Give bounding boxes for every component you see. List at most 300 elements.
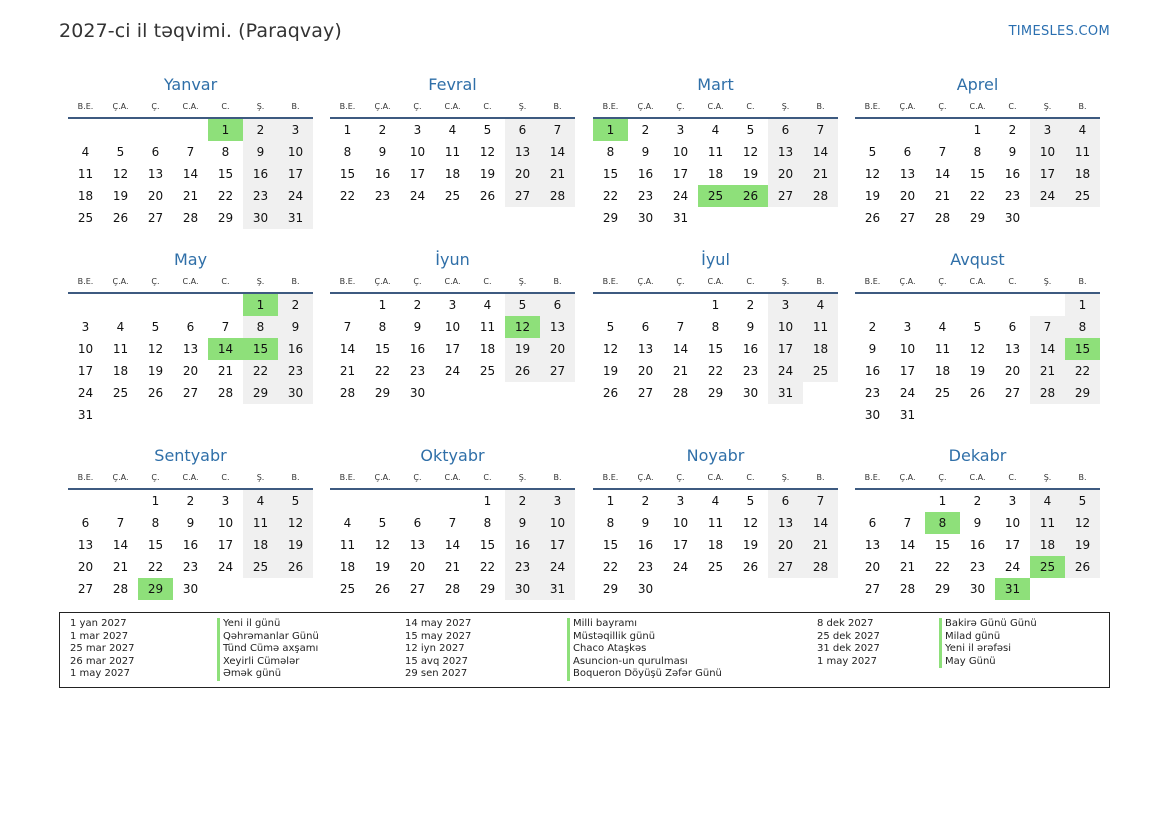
week-row <box>68 316 313 338</box>
day-cell: 17 <box>899 364 916 378</box>
day-cell: 22 <box>602 560 619 574</box>
weekday-label: B. <box>553 473 562 482</box>
day-cell: 8 <box>925 512 960 534</box>
weekday-label: C.A. <box>707 277 724 286</box>
week-row <box>593 119 838 141</box>
month-8 <box>855 249 1100 426</box>
day-cell: 8 <box>606 145 615 159</box>
holiday-names-col-3 <box>939 618 1037 668</box>
weekday-label: C. <box>1008 277 1017 286</box>
holiday-date: 1 mar 2027 <box>70 630 129 642</box>
day-cell: 17 <box>409 167 426 181</box>
week-row <box>855 360 1100 382</box>
weekday-label: B.E. <box>77 473 94 482</box>
day-cell: 11 <box>934 342 951 356</box>
day-cell: 26 <box>864 211 881 225</box>
day-cell: 20 <box>147 189 164 203</box>
day-cell: 27 <box>147 211 164 225</box>
day-cell: 20 <box>637 364 654 378</box>
day-cell: 19 <box>742 538 759 552</box>
day-cell: 10 <box>540 512 575 534</box>
day-cell: 4 <box>1030 490 1065 512</box>
day-cell: 22 <box>374 364 391 378</box>
week-row <box>330 534 575 556</box>
week-row <box>855 316 1100 338</box>
week-row <box>68 490 313 512</box>
weekday-label: C. <box>746 277 755 286</box>
day-cell: 25 <box>479 364 496 378</box>
day-cell: 15 <box>707 342 724 356</box>
week-row <box>330 556 575 578</box>
day-cell: 27 <box>409 582 426 596</box>
day-cell: 1 <box>938 494 947 508</box>
weekday-label: C.A. <box>444 277 461 286</box>
day-cell: 17 <box>77 364 94 378</box>
day-cell: 2 <box>868 320 877 334</box>
month-name: Oktyabr <box>420 446 485 465</box>
empty-cell <box>768 207 803 229</box>
day-cell: 17 <box>217 538 234 552</box>
week-row <box>330 578 575 600</box>
week-row <box>68 382 313 404</box>
empty-cell <box>960 294 995 316</box>
empty-cell <box>505 382 540 404</box>
empty-cell <box>173 119 208 141</box>
weekday-label: C. <box>483 277 492 286</box>
week-row <box>855 185 1100 207</box>
week-row <box>855 490 1100 512</box>
empty-cell <box>1030 404 1065 426</box>
day-cell: 12 <box>742 516 759 530</box>
day-cell: 28 <box>112 582 129 596</box>
day-cell: 20 <box>864 560 881 574</box>
holiday-date: 25 dek 2027 <box>817 630 880 642</box>
empty-cell <box>663 578 698 600</box>
day-cell: 29 <box>217 211 234 225</box>
weekday-label: B.E. <box>339 473 356 482</box>
week-row <box>593 163 838 185</box>
empty-cell <box>890 119 925 141</box>
day-cell: 27 <box>77 582 94 596</box>
day-cell: 6 <box>1008 320 1017 334</box>
day-cell: 24 <box>768 360 803 382</box>
day-cell: 12 <box>374 538 391 552</box>
weekday-label: Ş. <box>518 473 527 482</box>
day-cell: 7 <box>803 490 838 512</box>
holiday-name: Yeni il günü <box>217 618 319 631</box>
day-cell: 7 <box>1030 316 1065 338</box>
day-cell: 8 <box>243 316 278 338</box>
day-cell: 11 <box>707 516 724 530</box>
weekday-label: C.A. <box>444 102 461 111</box>
week-row <box>330 490 575 512</box>
day-cell: 15 <box>479 538 496 552</box>
weekday-header <box>855 100 1100 114</box>
day-cell: 27 <box>864 582 881 596</box>
holiday-date: 26 mar 2027 <box>70 655 135 667</box>
holiday-name: Asuncion-un qurulması <box>567 656 722 669</box>
week-row <box>330 294 575 316</box>
empty-cell <box>278 578 313 600</box>
month-2 <box>330 74 575 207</box>
day-cell: 23 <box>1004 189 1021 203</box>
day-cell: 21 <box>803 534 838 556</box>
holiday-date: 15 may 2027 <box>405 630 472 642</box>
day-cell: 3 <box>1030 119 1065 141</box>
weekday-label: C. <box>221 277 230 286</box>
weekday-header <box>330 471 575 485</box>
holiday-name: Bakirə Günü Günü <box>939 618 1037 631</box>
day-cell: 6 <box>641 320 650 334</box>
day-cell: 18 <box>243 534 278 556</box>
day-cell: 4 <box>1065 119 1100 141</box>
day-cell: 15 <box>1065 338 1100 360</box>
weekday-label: B.E. <box>602 473 619 482</box>
day-cell: 15 <box>934 538 951 552</box>
day-cell: 18 <box>77 189 94 203</box>
day-cell: 26 <box>742 560 759 574</box>
day-cell: 9 <box>641 145 650 159</box>
weekday-label: Ş. <box>256 473 265 482</box>
day-cell: 30 <box>637 211 654 225</box>
day-cell: 14 <box>208 338 243 360</box>
day-cell: 10 <box>278 141 313 163</box>
day-cell: 8 <box>973 145 982 159</box>
day-cell: 21 <box>217 364 234 378</box>
day-cell: 14 <box>803 512 838 534</box>
day-cell: 28 <box>672 386 689 400</box>
day-cell: 16 <box>637 167 654 181</box>
day-cell: 20 <box>540 338 575 360</box>
day-cell: 29 <box>243 382 278 404</box>
week-row <box>330 338 575 360</box>
day-cell: 9 <box>1008 145 1017 159</box>
month-10 <box>330 445 575 600</box>
day-cell: 4 <box>483 298 492 312</box>
day-cell: 27 <box>768 185 803 207</box>
day-cell: 10 <box>217 516 234 530</box>
day-cell: 23 <box>505 556 540 578</box>
day-cell: 17 <box>540 534 575 556</box>
day-cell: 30 <box>864 408 881 422</box>
week-row <box>68 534 313 556</box>
holiday-name: May Günü <box>939 656 1037 669</box>
day-cell: 13 <box>768 141 803 163</box>
day-cell: 5 <box>278 490 313 512</box>
day-cell: 28 <box>540 185 575 207</box>
day-cell: 5 <box>116 145 125 159</box>
holiday-list <box>59 612 1110 688</box>
weekday-header <box>855 275 1100 289</box>
empty-cell <box>628 294 663 316</box>
day-cell: 10 <box>899 342 916 356</box>
day-cell: 21 <box>112 560 129 574</box>
day-cell: 1 <box>243 294 278 316</box>
day-cell: 29 <box>934 582 951 596</box>
empty-cell <box>68 119 103 141</box>
weekday-label: C.A. <box>182 102 199 111</box>
day-cell: 9 <box>746 320 755 334</box>
day-cell: 19 <box>742 167 759 181</box>
site-link[interactable]: TIMESLES.COM <box>1008 24 1110 39</box>
day-cell: 4 <box>938 320 947 334</box>
empty-cell <box>243 578 278 600</box>
day-cell: 13 <box>409 538 426 552</box>
week-row <box>855 141 1100 163</box>
empty-cell <box>330 490 365 512</box>
day-cell: 24 <box>409 189 426 203</box>
week-row <box>330 360 575 382</box>
day-cell: 6 <box>903 145 912 159</box>
empty-cell <box>208 578 243 600</box>
day-cell: 27 <box>1004 386 1021 400</box>
empty-cell <box>593 294 628 316</box>
day-cell: 10 <box>444 320 461 334</box>
weekday-label: Ç.A. <box>112 277 129 286</box>
weekday-label: B. <box>1078 102 1087 111</box>
day-cell: 7 <box>186 145 195 159</box>
day-cell: 24 <box>899 386 916 400</box>
weekday-label: B.E. <box>77 102 94 111</box>
empty-cell <box>698 578 733 600</box>
empty-cell <box>960 404 995 426</box>
day-cell: 7 <box>803 119 838 141</box>
day-cell: 6 <box>540 294 575 316</box>
day-cell: 13 <box>505 141 540 163</box>
day-cell: 30 <box>969 582 986 596</box>
day-cell: 28 <box>1030 382 1065 404</box>
holiday-name: Milad günü <box>939 631 1037 644</box>
weekday-label: Ş. <box>781 277 790 286</box>
day-cell: 9 <box>186 516 195 530</box>
day-cell: 30 <box>182 582 199 596</box>
weekday-label: Ç.A. <box>899 277 916 286</box>
day-cell: 13 <box>864 538 881 552</box>
day-cell: 3 <box>448 298 457 312</box>
holiday-name: Xeyirli Cümələr <box>217 656 319 669</box>
day-cell: 21 <box>899 560 916 574</box>
weekday-header <box>330 275 575 289</box>
weekday-label: Ç. <box>413 473 422 482</box>
day-cell: 1 <box>483 494 492 508</box>
holiday-date: 15 avq 2027 <box>405 655 468 667</box>
day-cell: 21 <box>934 189 951 203</box>
week-row <box>68 578 313 600</box>
holiday-name: Qəhrəmanlar Günü <box>217 631 319 644</box>
day-cell: 22 <box>243 360 278 382</box>
month-name: Avqust <box>950 250 1005 269</box>
day-cell: 5 <box>151 320 160 334</box>
day-cell: 19 <box>374 560 391 574</box>
empty-cell <box>208 294 243 316</box>
day-cell: 1 <box>343 123 352 137</box>
day-cell: 15 <box>147 538 164 552</box>
day-cell: 3 <box>540 490 575 512</box>
day-cell: 7 <box>903 516 912 530</box>
day-cell: 9 <box>378 145 387 159</box>
day-cell: 15 <box>217 167 234 181</box>
day-cell: 16 <box>278 338 313 360</box>
day-cell: 16 <box>864 364 881 378</box>
day-cell: 14 <box>672 342 689 356</box>
day-cell: 16 <box>742 342 759 356</box>
day-cell: 1 <box>711 298 720 312</box>
week-row <box>593 382 838 404</box>
weekday-label: C. <box>1008 473 1017 482</box>
day-cell: 24 <box>1004 560 1021 574</box>
weekday-header <box>593 100 838 114</box>
month-7 <box>593 249 838 404</box>
day-cell: 19 <box>479 167 496 181</box>
week-row <box>593 316 838 338</box>
day-cell: 4 <box>448 123 457 137</box>
day-cell: 4 <box>243 490 278 512</box>
day-cell: 21 <box>444 560 461 574</box>
weekday-label: Ç. <box>938 102 947 111</box>
day-cell: 1 <box>208 119 243 141</box>
day-cell: 29 <box>707 386 724 400</box>
day-cell: 12 <box>147 342 164 356</box>
day-cell: 27 <box>899 211 916 225</box>
weekday-label: C.A. <box>969 277 986 286</box>
empty-cell <box>890 490 925 512</box>
week-row <box>855 163 1100 185</box>
day-cell: 20 <box>409 560 426 574</box>
weekday-header <box>855 471 1100 485</box>
day-cell: 2 <box>641 494 650 508</box>
day-cell: 27 <box>182 386 199 400</box>
week-row <box>855 207 1100 229</box>
week-row <box>855 382 1100 404</box>
week-row <box>68 294 313 316</box>
day-cell: 26 <box>602 386 619 400</box>
day-cell: 31 <box>540 578 575 600</box>
weekday-label: C.A. <box>182 277 199 286</box>
day-cell: 15 <box>374 342 391 356</box>
holiday-name: Əmək günü <box>217 668 319 681</box>
weekday-label: Ş. <box>1043 102 1052 111</box>
week-row <box>855 556 1100 578</box>
day-cell: 25 <box>77 211 94 225</box>
day-cell: 12 <box>505 316 540 338</box>
day-cell: 14 <box>112 538 129 552</box>
weekday-label: Ç. <box>413 102 422 111</box>
weekday-label: B. <box>291 277 300 286</box>
day-cell: 20 <box>1004 364 1021 378</box>
day-cell: 8 <box>483 516 492 530</box>
day-cell: 16 <box>1004 167 1021 181</box>
empty-cell <box>733 207 768 229</box>
week-row <box>855 512 1100 534</box>
day-cell: 14 <box>803 141 838 163</box>
holiday-date: 8 dek 2027 <box>817 618 874 629</box>
day-cell: 14 <box>339 342 356 356</box>
day-cell: 18 <box>479 342 496 356</box>
weekday-label: C. <box>746 102 755 111</box>
day-cell: 5 <box>483 123 492 137</box>
day-cell: 24 <box>444 364 461 378</box>
day-cell: 17 <box>278 163 313 185</box>
holiday-date: 25 mar 2027 <box>70 643 135 655</box>
day-cell: 6 <box>151 145 160 159</box>
holiday-name: Yeni il ərəfəsi <box>939 643 1037 656</box>
week-row <box>68 163 313 185</box>
weekday-label: B. <box>816 277 825 286</box>
day-cell: 22 <box>479 560 496 574</box>
day-cell: 21 <box>803 163 838 185</box>
day-cell: 10 <box>409 145 426 159</box>
day-cell: 14 <box>1030 338 1065 360</box>
day-cell: 24 <box>672 560 689 574</box>
day-cell: 19 <box>602 364 619 378</box>
day-cell: 5 <box>868 145 877 159</box>
month-name: Aprel <box>956 75 999 94</box>
day-cell: 31 <box>768 382 803 404</box>
day-cell: 29 <box>969 211 986 225</box>
day-cell: 25 <box>339 582 356 596</box>
weekday-label: C. <box>746 473 755 482</box>
day-cell: 18 <box>339 560 356 574</box>
day-cell: 10 <box>672 516 689 530</box>
day-cell: 30 <box>505 578 540 600</box>
day-cell: 2 <box>186 494 195 508</box>
week-row <box>855 294 1100 316</box>
day-cell: 23 <box>742 364 759 378</box>
empty-cell <box>803 382 838 404</box>
day-cell: 15 <box>602 538 619 552</box>
day-cell: 19 <box>278 534 313 556</box>
day-cell: 12 <box>1065 512 1100 534</box>
day-cell: 11 <box>479 320 496 334</box>
day-cell: 5 <box>973 320 982 334</box>
day-cell: 19 <box>969 364 986 378</box>
weekday-label: Ç.A. <box>112 102 129 111</box>
day-cell: 25 <box>707 560 724 574</box>
day-cell: 12 <box>278 512 313 534</box>
day-cell: 18 <box>444 167 461 181</box>
day-cell: 3 <box>676 123 685 137</box>
week-row <box>68 207 313 229</box>
weekday-label: C. <box>483 102 492 111</box>
day-cell: 13 <box>77 538 94 552</box>
week-row <box>68 185 313 207</box>
day-cell: 14 <box>934 167 951 181</box>
day-cell: 19 <box>147 364 164 378</box>
weekday-label: Ç. <box>676 102 685 111</box>
day-cell: 18 <box>1065 163 1100 185</box>
day-cell: 25 <box>243 556 278 578</box>
day-cell: 2 <box>973 494 982 508</box>
day-cell: 27 <box>637 386 654 400</box>
day-cell: 3 <box>1008 494 1017 508</box>
day-cell: 29 <box>374 386 391 400</box>
weekday-label: C.A. <box>182 473 199 482</box>
weekday-label: B.E. <box>77 277 94 286</box>
day-cell: 8 <box>378 320 387 334</box>
day-cell: 5 <box>378 516 387 530</box>
holiday-date: 1 may 2027 <box>70 668 130 680</box>
day-cell: 6 <box>768 119 803 141</box>
day-cell: 7 <box>448 516 457 530</box>
weekday-label: B.E. <box>339 102 356 111</box>
day-cell: 29 <box>602 582 619 596</box>
day-cell: 2 <box>413 298 422 312</box>
day-cell: 20 <box>505 163 540 185</box>
weekday-label: Ç. <box>938 473 947 482</box>
day-cell: 3 <box>676 494 685 508</box>
weekday-label: Ç. <box>151 277 160 286</box>
day-cell: 26 <box>969 386 986 400</box>
